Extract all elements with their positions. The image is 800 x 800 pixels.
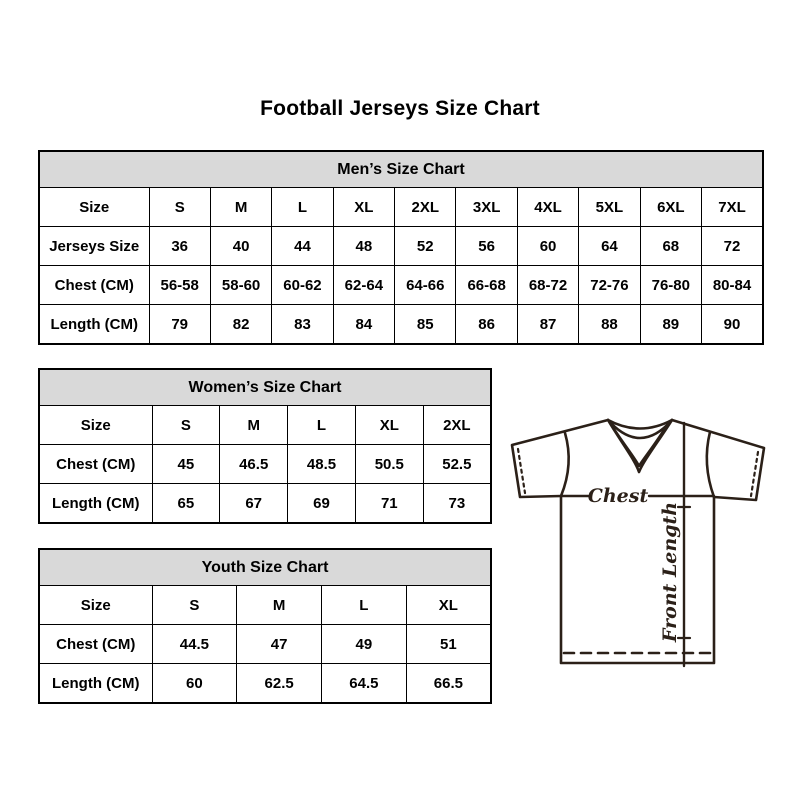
size-cell: 60 [152,664,237,704]
size-cell: 47 [237,625,322,664]
size-cell: 76-80 [640,266,701,305]
size-cell: 73 [423,484,491,524]
size-cell: 60-62 [272,266,333,305]
mens-size-table [38,150,764,345]
youth-row-2 [39,664,491,704]
size-cell: 68-72 [517,266,578,305]
size-cell: S [152,586,237,625]
womens-row-1 [39,445,491,484]
size-cell: L [322,586,407,625]
youth-table-title: Youth Size Chart [39,549,491,586]
size-cell: 2XL [395,188,456,227]
size-cell: 90 [702,305,763,345]
size-cell: 67 [220,484,288,524]
size-cell: 4XL [517,188,578,227]
size-cell: 72 [702,227,763,266]
front-length-label: Front Length [659,501,681,643]
mens-table-title: Men’s Size Chart [39,151,763,188]
row-label: Length (CM) [39,664,152,704]
size-cell: 44.5 [152,625,237,664]
size-cell: 49 [322,625,407,664]
row-label: Size [39,586,152,625]
size-cell: 85 [395,305,456,345]
size-cell: 84 [333,305,394,345]
size-cell: 48 [333,227,394,266]
size-cell: XL [406,586,491,625]
size-cell: L [272,188,333,227]
row-label: Chest (CM) [39,445,152,484]
size-cell: 72-76 [579,266,640,305]
row-label: Jerseys Size [39,227,149,266]
row-label: Chest (CM) [39,625,152,664]
womens-row-2 [39,484,491,524]
size-cell: 68 [640,227,701,266]
size-cell: 56-58 [149,266,210,305]
size-cell: 60 [517,227,578,266]
jersey-left-armhole [561,433,569,496]
size-cell: 86 [456,305,517,345]
row-label: Length (CM) [39,305,149,345]
size-cell: 50.5 [355,445,423,484]
size-cell: 3XL [456,188,517,227]
youth-size-table [38,548,492,704]
row-label: Size [39,188,149,227]
size-cell: M [237,586,322,625]
size-cell: XL [355,406,423,445]
size-cell: M [210,188,271,227]
size-cell: 56 [456,227,517,266]
size-cell: 62.5 [237,664,322,704]
size-cell: 66.5 [406,664,491,704]
jersey-collar-back-1 [608,420,672,429]
mens-row-2 [39,266,763,305]
mens-grid [38,150,764,345]
row-label: Chest (CM) [39,266,149,305]
size-cell: 52 [395,227,456,266]
page-title: Football Jerseys Size Chart [260,97,540,120]
size-cell: 64 [579,227,640,266]
womens-row-0 [39,406,491,445]
size-cell: 44 [272,227,333,266]
size-cell: 66-68 [456,266,517,305]
size-cell: 64.5 [322,664,407,704]
womens-header-row [39,369,491,406]
size-cell: 80-84 [702,266,763,305]
womens-table-title: Women’s Size Chart [39,369,491,406]
mens-header-row [39,151,763,188]
size-cell: 83 [272,305,333,345]
size-cell: 89 [640,305,701,345]
youth-header-row [39,549,491,586]
size-cell: 36 [149,227,210,266]
womens-grid [38,368,492,524]
size-cell: 5XL [579,188,640,227]
mens-row-0 [39,188,763,227]
size-cell: 2XL [423,406,491,445]
size-cell: 65 [152,484,220,524]
size-cell: M [220,406,288,445]
size-cell: 79 [149,305,210,345]
jersey-right-armhole [707,432,714,497]
size-cell: 62-64 [333,266,394,305]
size-cell: 69 [288,484,356,524]
chest-label: Chest [587,485,649,507]
size-cell: 71 [355,484,423,524]
youth-row-0 [39,586,491,625]
jersey-right-sleeve [672,420,764,500]
size-cell: 58-60 [210,266,271,305]
size-cell: XL [333,188,394,227]
womens-size-table [38,368,492,524]
size-cell: 48.5 [288,445,356,484]
mens-row-3 [39,305,763,345]
size-cell: 52.5 [423,445,491,484]
mens-row-1 [39,227,763,266]
size-cell: S [149,188,210,227]
row-label: Size [39,406,152,445]
size-cell: L [288,406,356,445]
size-cell: 88 [579,305,640,345]
size-cell: 82 [210,305,271,345]
youth-row-1 [39,625,491,664]
size-cell: 64-66 [395,266,456,305]
size-cell: 51 [406,625,491,664]
size-cell: S [152,406,220,445]
row-label: Length (CM) [39,484,152,524]
size-cell: 45 [152,445,220,484]
jersey-measurement-diagram [508,412,768,672]
size-cell: 87 [517,305,578,345]
size-cell: 7XL [702,188,763,227]
size-cell: 46.5 [220,445,288,484]
size-cell: 6XL [640,188,701,227]
youth-grid [38,548,492,704]
size-cell: 40 [210,227,271,266]
